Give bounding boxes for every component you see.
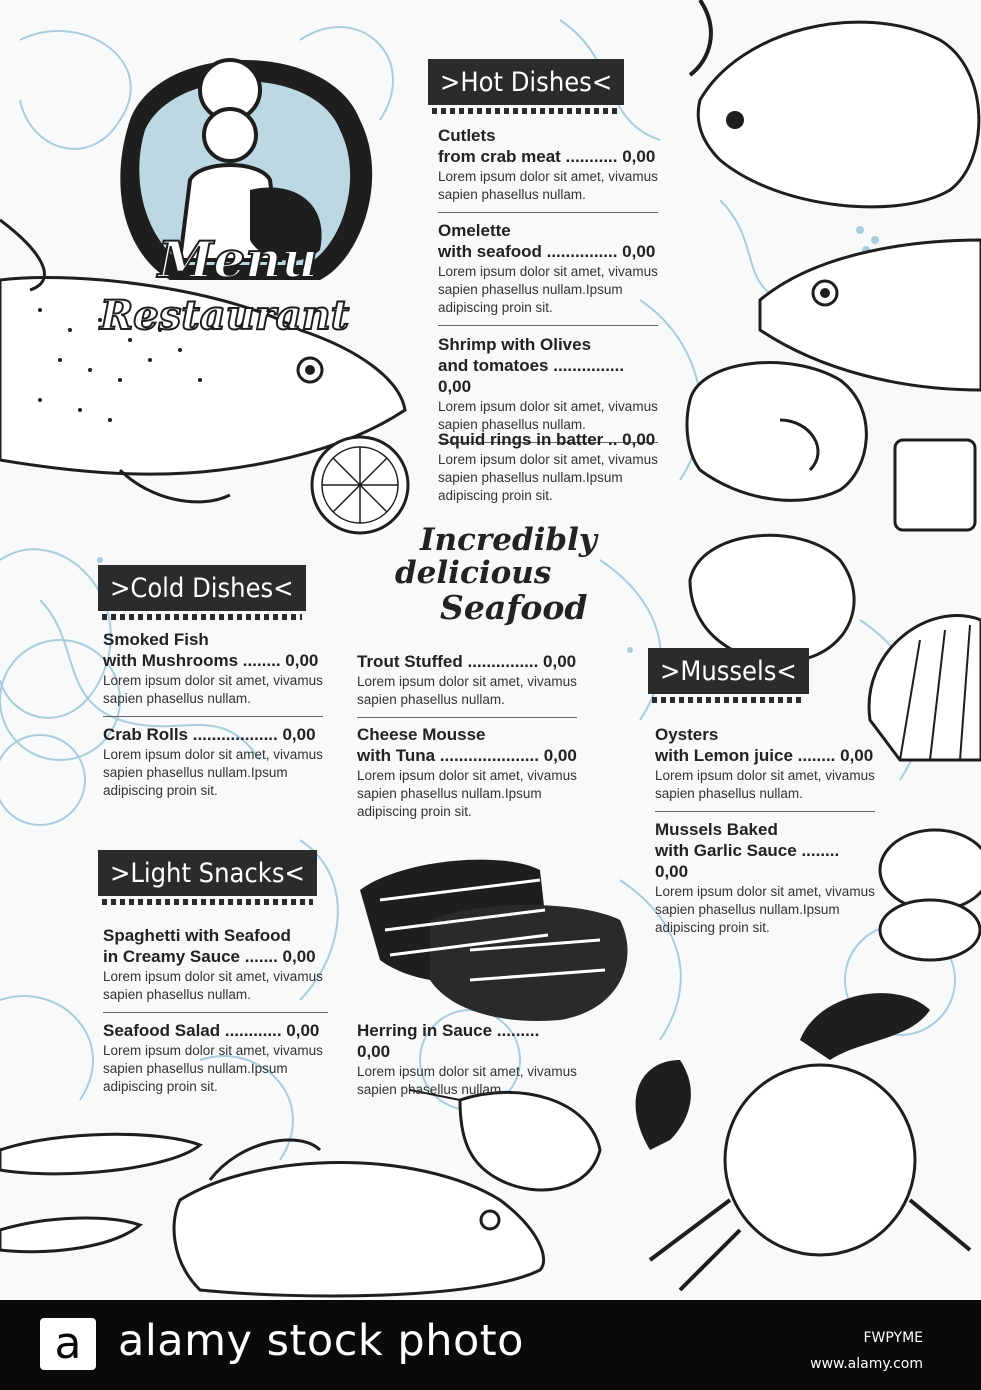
mussel-sketch [880, 830, 981, 960]
grilled-fish-sketch [360, 860, 628, 1021]
cold-dishes-heading: >Cold Dishes< [98, 565, 306, 611]
menu-item: Cheese Mousse with Tuna ..................... 0,00 Lorem ipsum dolor sit amet, vivamus sapien phasellus nullam.Ipsum adipiscing proin sit. [357, 725, 577, 819]
hot-dishes-heading: >Hot Dishes< [428, 59, 624, 105]
menu-item: Seafood Salad ............ 0,00 Lorem ipsum dolor sit amet, vivamus sapien phasellus nullam.Ipsum adipiscing proin sit. [103, 1021, 323, 1094]
menu-item: Omelette with seafood ............... 0,00 Lorem ipsum dolor sit amet, vivamus sapien phasellus nullam.Ipsum adipiscing proin sit. [438, 220, 658, 326]
menu-item: Smoked Fish with Mushrooms ........ 0,00 Lorem ipsum dolor sit amet, vivamus sapien phasellus nullam. [103, 629, 323, 717]
menu-title: Menu [158, 230, 318, 289]
slogan-line1: Incredibly [420, 522, 597, 558]
menu-item: Trout Stuffed ............... 0,00 Lorem ipsum dolor sit amet, vivamus sapien phasellus nullam. [357, 651, 577, 718]
restaurant-title: Restaurant [100, 292, 350, 339]
oyster-sketch [690, 535, 854, 662]
menu-item: Crab Rolls .................. 0,00 Lorem ipsum dolor sit amet, vivamus sapien phasellus nullam.Ipsum adipiscing proin sit. [103, 725, 323, 798]
fish-steak-sketch [687, 363, 866, 501]
light-snacks-heading: >Light Snacks< [98, 850, 317, 896]
slogan-line2: delicious [395, 555, 552, 591]
mussels-heading: >Mussels< [648, 648, 809, 694]
image-code: FWPYME [863, 1330, 923, 1346]
alamy-logo: a [40, 1318, 96, 1370]
menu-item: Cutlets from crab meat ........... 0,00 Lorem ipsum dolor sit amet, vivamus sapien phasellus nullam. [438, 125, 658, 213]
alamy-url: www.alamy.com [810, 1356, 923, 1372]
sprat-sketch [0, 1134, 200, 1251]
menu-item: Squid rings in batter .. 0,00 Lorem ipsum dolor sit amet, vivamus sapien phasellus nullam.Ipsum adipiscing proin sit. [438, 430, 658, 503]
menu-item: Herring in Sauce ......... 0,00 Lorem ipsum dolor sit amet, vivamus sapien phasellus nullam. [357, 1021, 577, 1097]
sushi-roll-sketch [895, 440, 975, 530]
menu-item: Oysters with Lemon juice ........ 0,00 Lorem ipsum dolor sit amet, vivamus sapien phasellus nullam. [655, 724, 875, 812]
lemon-slice [312, 437, 408, 533]
flounder-sketch [690, 0, 979, 207]
crab-sketch [636, 993, 970, 1290]
menu-item: Mussels Baked with Garlic Sauce ........ 0,00 Lorem ipsum dolor sit amet, vivamus sapien phasellus nullam.Ipsum adipiscing proin sit. [655, 820, 875, 935]
slogan-line3: Seafood [440, 588, 588, 627]
menu-item: Shrimp with Olives and tomatoes ............... 0,00 Lorem ipsum dolor sit amet, vivamus sapien phasellus nullam. [438, 334, 658, 443]
menu-item: Spaghetti with Seafood in Creamy Sauce ....... 0,00 Lorem ipsum dolor sit amet, vivamus sapien phasellus nullam. [103, 925, 328, 1013]
alamy-brand-text: alamy stock photo [118, 1316, 524, 1366]
scallop-sketch [869, 616, 981, 760]
